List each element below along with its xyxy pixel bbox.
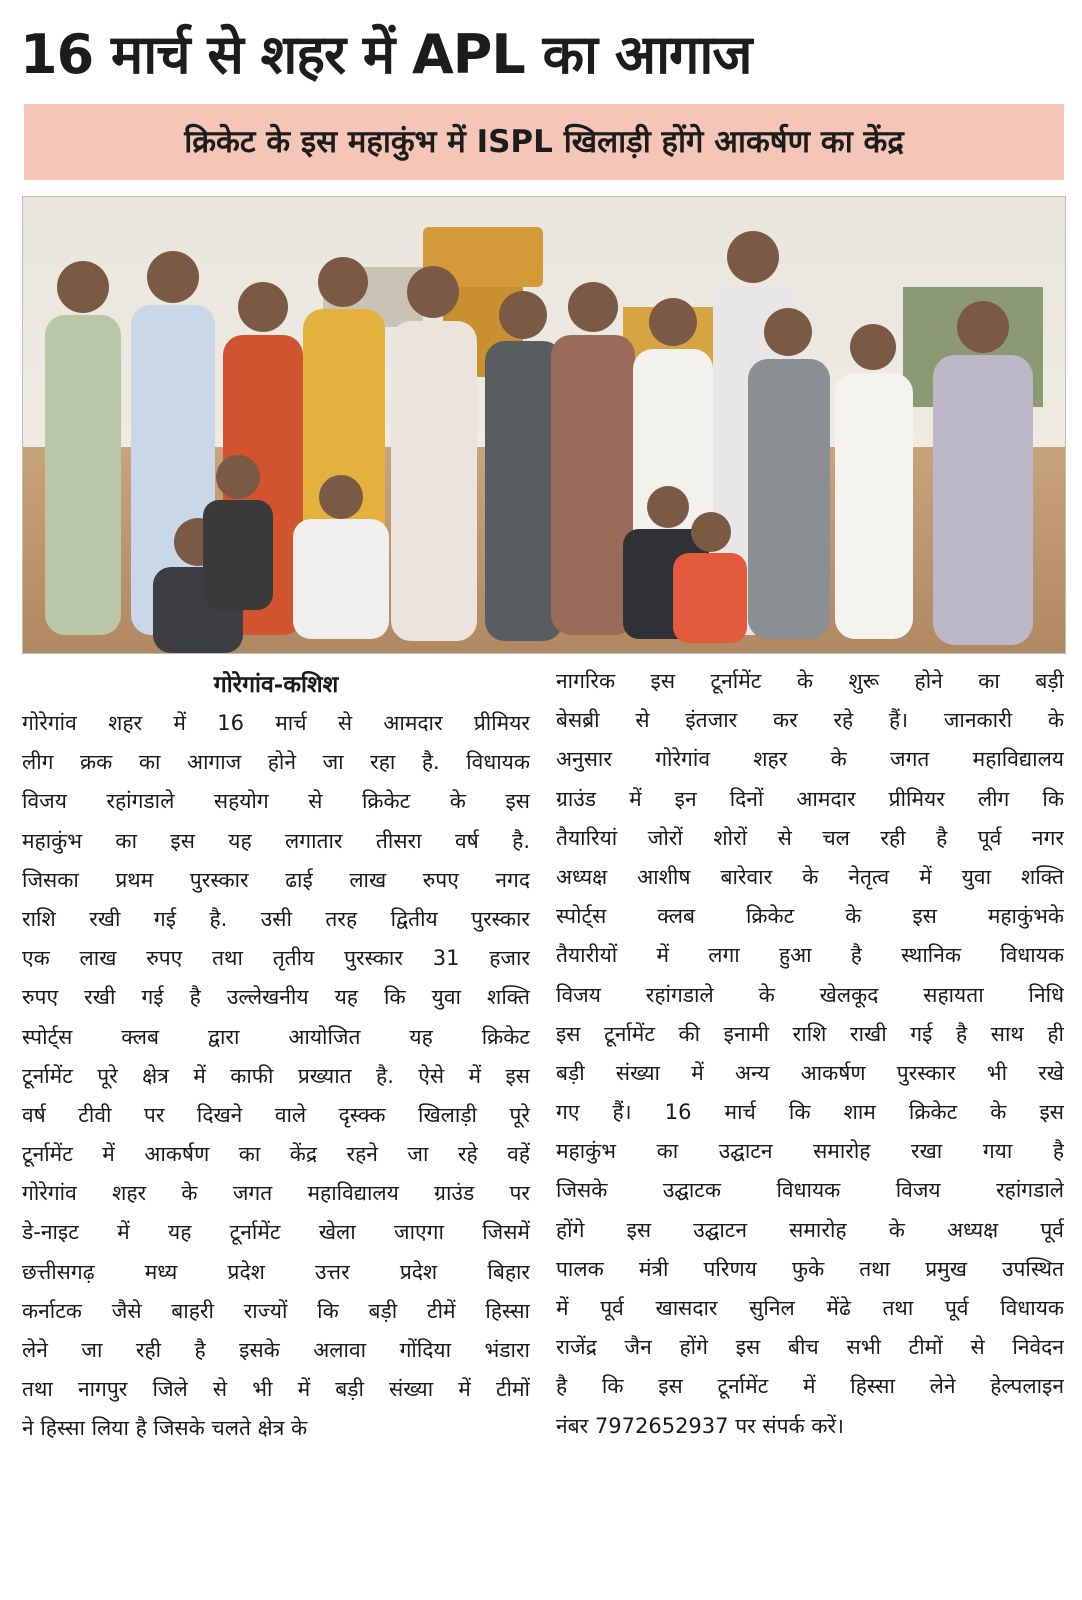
- article-line: अध्यक्ष आशीष बारेवार के नेतृत्व में युवा शक्ति: [556, 864, 1064, 889]
- article-line: गोरेगांव शहर के जगत महाविद्यालय ग्राउंड पर: [22, 1181, 530, 1206]
- article-line: लीग क्रक का आगाज होने जा रहा है. विधायक: [22, 750, 530, 775]
- article-line: महाकुंभ का इस यह लगातार तीसरा वर्ष है.: [22, 828, 530, 853]
- article-line: गए हैं। 16 मार्च कि शाम क्रिकेट के इस: [556, 1100, 1064, 1125]
- subheadline: क्रिकेट के इस महाकुंभ में ISPL खिलाड़ी होंगे आकर्षण का केंद्र: [24, 104, 1064, 180]
- article-line: डे-नाइट में यह टूर्नामेंट खेला जाएगा जिसमें: [22, 1220, 530, 1245]
- headline: 16 मार्च से शहर में APL का आगाज: [20, 23, 752, 86]
- article-line: राजेंद्र जैन होंगे इस बीच सभी टीमों से निवेदन: [556, 1335, 1064, 1360]
- article-line: टूर्नामेंट में आकर्षण का केंद्र रहने जा रहे वहें: [22, 1142, 530, 1167]
- article-line: छत्तीसगढ़ मध्य प्रदेश उत्तर प्रदेश बिहार: [22, 1259, 530, 1284]
- article-line: ने हिस्सा लिया है जिसके चलते क्षेत्र के: [22, 1416, 308, 1441]
- article-line: लेने जा रही है इसके अलावा गोंदिया भंडारा: [22, 1338, 530, 1362]
- article-line: तथा नागपुर जिले से भी में बड़ी संख्या में टीमों: [22, 1377, 530, 1402]
- article-line: अनुसार गोरेगांव शहर के जगत महाविद्यालय: [556, 747, 1064, 772]
- article-line: जिसका प्रथम पुरस्कार ढाई लाख रुपए नगद: [22, 867, 530, 892]
- article-line: पालक मंत्री परिणय फुके तथा प्रमुख उपस्थित: [556, 1256, 1064, 1281]
- article-line: है कि इस टूर्नामेंट में हिस्सा लेने हेल्पलाइन: [556, 1374, 1064, 1399]
- article-line: विजय रहांगडाले के खेलकूद सहायता निधि: [556, 982, 1064, 1007]
- article-line: राशि रखी गई है. उसी तरह द्वितीय पुरस्कार: [22, 906, 530, 931]
- article-line: में पूर्व खासदार सुनिल मेंढे तथा पूर्व विधायक: [556, 1296, 1064, 1320]
- article-line: महाकुंभ का उद्घाटन समारोह रखा गया है: [556, 1139, 1064, 1164]
- article-line: गोरेगांव शहर में 16 मार्च से आमदार प्रीमियर: [22, 711, 530, 735]
- article-line: तैयारियां जोरों शोरों से चल रही है पूर्व नगर: [556, 825, 1064, 850]
- article-line: नंबर 7972652937 पर संपर्क करें।: [556, 1413, 844, 1438]
- article-line: टूर्नामेंट पूरे क्षेत्र में काफी प्रख्यात है. ऐसे में इस: [22, 1063, 530, 1088]
- article-line: ग्राउंड में इन दिनों आमदार प्रीमियर लीग कि: [556, 786, 1064, 811]
- article-line: स्पोर्ट्स क्लब द्वारा आयोजित यह क्रिकेट: [22, 1024, 530, 1049]
- article-column-left: [22, 704, 530, 1449]
- group-photo: [22, 196, 1066, 654]
- article-line: एक लाख रुपए तथा तृतीय पुरस्कार 31 हजार: [22, 946, 530, 971]
- group-photo-illustration: [23, 197, 1065, 653]
- article-line: विजय रहांगडाले सहयोग से क्रिकेट के इस: [22, 789, 530, 814]
- article-line: रुपए रखी गई है उल्लेखनीय यह कि युवा शक्ति: [22, 985, 530, 1010]
- article-line: नागरिक इस टूर्नामेंट के शुरू होने का बड़ी: [556, 669, 1064, 693]
- article-line: बेसब्री से इंतजार कर रहे हैं। जानकारी के: [556, 708, 1064, 733]
- article-line: तैयारीयों में लगा हुआ है स्थानिक विधायक: [556, 943, 1064, 968]
- article-line: स्पोर्ट्स क्लब क्रिकेट के इस महाकुंभके: [556, 904, 1064, 929]
- article-line: वर्ष टीवी पर दिखने वाले दृस्क्क खिलाड़ी पूरे: [22, 1102, 530, 1127]
- article-line: कर्नाटक जैसे बाहरी राज्यों कि बड़ी टीमें हिस्सा: [22, 1298, 530, 1323]
- article-line: इस टूर्नामेंट की इनामी राशि राखी गई है साथ ही: [556, 1021, 1064, 1046]
- article-line: होंगे इस उद्घाटन समारोह के अध्यक्ष पूर्व: [556, 1217, 1064, 1242]
- article-line: जिसके उद्घाटक विधायक विजय रहांगडाले: [556, 1178, 1064, 1203]
- dateline: गोरेगांव-कशिश: [213, 671, 339, 698]
- article-column-right: [556, 662, 1064, 1446]
- article-line: बड़ी संख्या में अन्य आकर्षण पुरस्कार भी रखे: [556, 1060, 1064, 1085]
